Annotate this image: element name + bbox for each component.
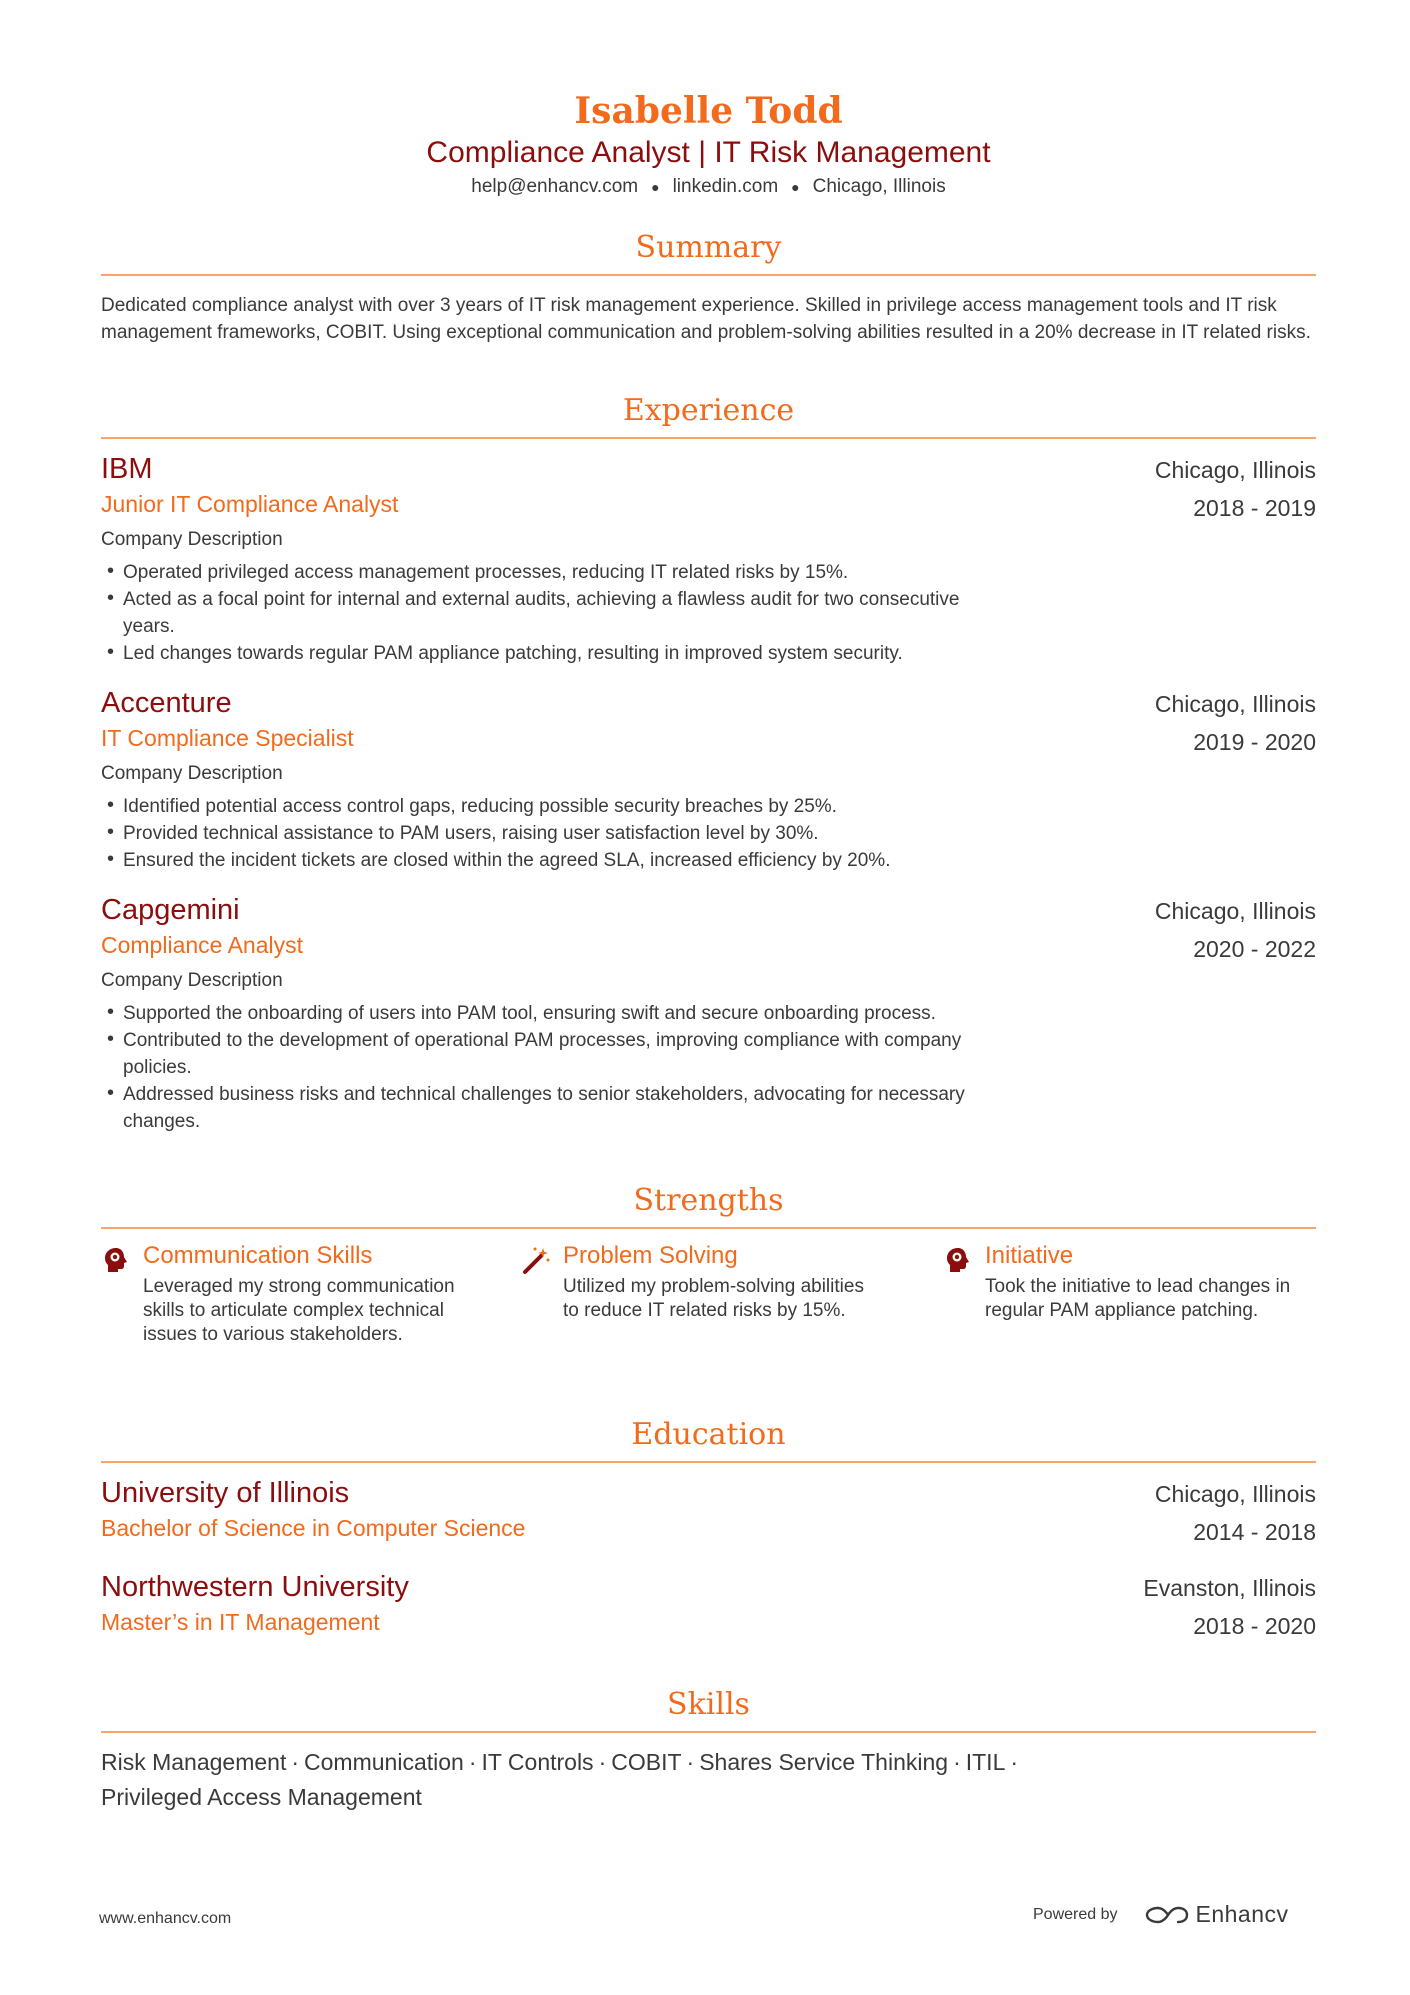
bullet-item: • Acted as a focal point for internal and external audits, achieving a flawless audit for two consecutive years. — [101, 586, 1001, 640]
job-dates: 2020 - 2022 — [1193, 936, 1316, 963]
company-name: Capgemini — [101, 894, 240, 927]
separator-dot: ● — [651, 179, 660, 195]
bullet-item: • Operated privileged access management processes, reducing IT related risks by 15%. — [101, 559, 1001, 586]
bullet-item: • Contributed to the development of operational PAM processes, improving compliance with company policies. — [101, 1027, 1001, 1081]
skill-item: IT Controls — [481, 1749, 594, 1776]
bullet-item: • Supported the onboarding of users into PAM tool, ensuring swift and secure onboarding process. — [101, 1000, 1001, 1027]
skill-item: ITIL — [965, 1749, 1006, 1776]
summary-section — [101, 228, 1316, 346]
resume-header — [101, 0, 1316, 200]
head-brain-icon — [101, 1245, 131, 1275]
school-location: Chicago, Illinois — [1154, 1481, 1316, 1508]
contact-location: Chicago, Illinois — [812, 176, 946, 198]
contact-email[interactable]: help@enhancv.com — [471, 176, 639, 198]
strength-description: Utilized my problem-solving abilities to reduce IT related risks by 15%. — [563, 1276, 864, 1322]
bullet-item: • Identified potential access control gaps, reducing possible security breaches by 25%. — [101, 793, 1001, 820]
skill-item: Privileged Access Management — [101, 1784, 422, 1811]
section-divider — [101, 1227, 1316, 1229]
experience-entry — [101, 685, 1316, 874]
skill-item: Communication — [304, 1749, 464, 1776]
education-entry — [101, 1475, 1316, 1545]
skills-list: Risk Management · Communication · IT Controls · COBIT · Shares Service Thinking · ITIL · Privileged Access Management — [101, 1749, 1019, 1811]
strength-description: Took the initiative to lead changes in regular PAM appliance patching. — [985, 1276, 1291, 1322]
enhancv-brand-name: Enhancv — [1195, 1901, 1289, 1927]
degree-name: Master’s in IT Management — [101, 1609, 380, 1636]
skill-item: COBIT — [611, 1749, 682, 1776]
enhancv-logo[interactable] — [1144, 1901, 1289, 1928]
contact-line — [101, 174, 1316, 200]
section-divider — [101, 437, 1316, 439]
section-divider — [101, 1731, 1316, 1733]
candidate-name: Isabelle Todd — [574, 90, 843, 132]
section-title-education: Education — [631, 1417, 786, 1453]
resume-content — [101, 0, 1316, 1815]
experience-entry — [101, 451, 1316, 667]
job-role: Compliance Analyst — [101, 932, 303, 959]
contact-linkedin[interactable]: linkedin.com — [672, 176, 779, 198]
strengths-grid — [101, 1239, 1316, 1379]
job-dates: 2019 - 2020 — [1193, 729, 1316, 756]
skills-section — [101, 1685, 1316, 1815]
strength-item — [101, 1239, 461, 1347]
section-title-experience: Experience — [622, 393, 795, 429]
strength-title: Problem Solving — [563, 1242, 738, 1270]
job-role: IT Compliance Specialist — [101, 725, 354, 752]
company-description: Company Description — [101, 763, 283, 785]
bullet-item: • Ensured the incident tickets are closed within the agreed SLA, increased efficiency by 20%. — [101, 847, 1001, 874]
company-name: IBM — [101, 453, 153, 486]
powered-by-label: Powered by — [1033, 1905, 1118, 1923]
separator-dot: ● — [791, 179, 800, 195]
section-divider — [101, 1461, 1316, 1463]
section-title-strengths: Strengths — [633, 1183, 784, 1219]
skill-item: Shares Service Thinking — [699, 1749, 949, 1776]
job-dates: 2018 - 2019 — [1193, 495, 1316, 522]
education-dates: 2014 - 2018 — [1193, 1519, 1316, 1546]
school-name: Northwestern University — [101, 1571, 409, 1604]
strength-item — [943, 1239, 1303, 1323]
strength-title: Initiative — [985, 1242, 1074, 1270]
section-title-summary: Summary — [635, 230, 782, 266]
education-dates: 2018 - 2020 — [1193, 1613, 1316, 1640]
company-name: Accenture — [101, 687, 232, 720]
bullet-list — [101, 559, 1001, 667]
school-name: University of Illinois — [101, 1477, 350, 1510]
skill-item: Risk Management — [101, 1749, 287, 1776]
bullet-item: • Addressed business risks and technical challenges to senior stakeholders, advocating for necessary changes. — [101, 1081, 1001, 1135]
strength-description: Leveraged my strong communication skills to articulate complex technical issues to various stakeholders. — [143, 1276, 455, 1346]
degree-name: Bachelor of Science in Computer Science — [101, 1515, 526, 1542]
summary-text: Dedicated compliance analyst with over 3 years of IT risk management experience. Skilled in privilege access management tools and IT risk management frameworks, COBIT. Using exceptional communication and problem-solving abilities resulted in a 20% decrease in IT related risks. — [101, 295, 1311, 344]
job-location: Chicago, Illinois — [1154, 691, 1316, 718]
experience-section — [101, 391, 1316, 1135]
section-title-skills: Skills — [667, 1687, 750, 1723]
strength-title: Communication Skills — [143, 1242, 373, 1270]
bullet-item: • Provided technical assistance to PAM users, raising user satisfaction level by 30%. — [101, 820, 1001, 847]
enhancv-logo-icon — [1144, 1904, 1190, 1926]
company-description: Company Description — [101, 529, 283, 551]
experience-entry — [101, 892, 1316, 1135]
job-role: Junior IT Compliance Analyst — [101, 491, 399, 518]
bullet-list — [101, 1000, 1001, 1135]
magic-wand-icon — [521, 1245, 551, 1275]
school-location: Evanston, Illinois — [1143, 1575, 1316, 1602]
bullet-list — [101, 793, 1001, 874]
education-section — [101, 1415, 1316, 1639]
head-brain-icon — [943, 1245, 973, 1275]
footer-branding — [1033, 1901, 1289, 1928]
job-location: Chicago, Illinois — [1154, 457, 1316, 484]
section-divider — [101, 274, 1316, 276]
strength-item — [521, 1239, 881, 1323]
education-entry — [101, 1569, 1316, 1639]
strengths-section — [101, 1181, 1316, 1379]
candidate-title: Compliance Analyst | IT Risk Management — [426, 136, 991, 169]
bullet-item: • Led changes towards regular PAM appliance patching, resulting in improved system security. — [101, 640, 1001, 667]
footer-website[interactable]: www.enhancv.com — [99, 1910, 232, 1927]
company-description: Company Description — [101, 970, 283, 992]
job-location: Chicago, Illinois — [1154, 898, 1316, 925]
